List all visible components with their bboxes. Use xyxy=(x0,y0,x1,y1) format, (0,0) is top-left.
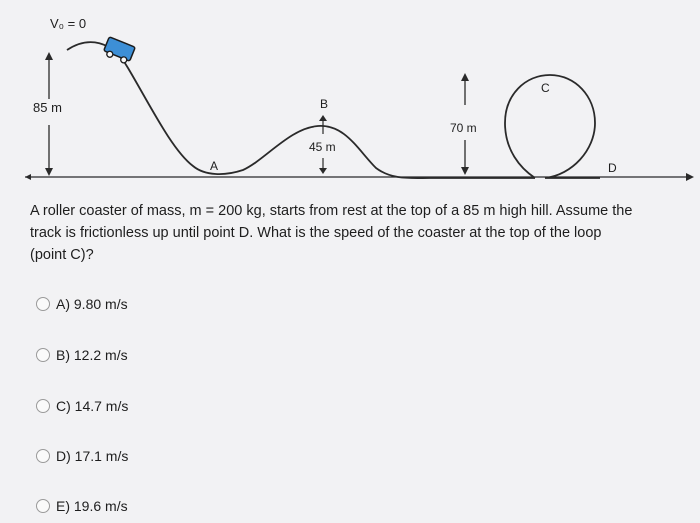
point-d-arrowhead xyxy=(686,173,694,181)
option-a-label: A) 9.80 m/s xyxy=(56,296,128,312)
height-70-arrowhead-down xyxy=(461,167,469,175)
radio-button-b[interactable] xyxy=(36,348,50,362)
option-d-label: D) 17.1 m/s xyxy=(56,448,129,464)
height-70-label: 70 m xyxy=(450,121,477,135)
radio-button-e[interactable] xyxy=(36,499,50,513)
ground-left-tick xyxy=(25,174,31,180)
height-45-label: 45 m xyxy=(309,140,336,154)
height-45-arrowhead-up xyxy=(319,115,327,121)
height-70-arrowhead-up xyxy=(461,73,469,81)
height-85-arrowhead-up xyxy=(45,52,53,60)
radio-button-c[interactable] xyxy=(36,399,50,413)
option-e-label: E) 19.6 m/s xyxy=(56,498,128,514)
point-b-label: B xyxy=(320,97,329,111)
option-e[interactable] xyxy=(36,498,128,514)
option-c[interactable] xyxy=(36,398,128,414)
option-c-label: C) 14.7 m/s xyxy=(56,398,129,414)
option-b[interactable] xyxy=(36,347,128,363)
radio-button-d[interactable] xyxy=(36,449,50,463)
point-a-label: A xyxy=(210,159,219,173)
coaster-cart xyxy=(102,37,135,65)
initial-velocity-label: V₀ = 0 xyxy=(50,16,87,31)
point-c-label: C xyxy=(541,81,550,95)
option-b-label: B) 12.2 m/s xyxy=(56,347,128,363)
height-85-label: 85 m xyxy=(33,100,62,115)
option-d[interactable] xyxy=(36,448,128,464)
option-a[interactable] xyxy=(36,296,128,312)
question-text: A roller coaster of mass, m = 200 kg, starts from rest at the top of a 85 m high hill. Assume the track is frictionless up until point D. What is the speed of the coaster at the top of the loop (point C)? xyxy=(30,203,633,263)
roller-coaster-diagram xyxy=(0,0,700,195)
height-85-arrowhead-down xyxy=(45,168,53,176)
height-45-arrowhead-down xyxy=(319,168,327,174)
point-d-label: D xyxy=(608,161,617,175)
coaster-loop xyxy=(505,75,600,178)
radio-button-a[interactable] xyxy=(36,297,50,311)
